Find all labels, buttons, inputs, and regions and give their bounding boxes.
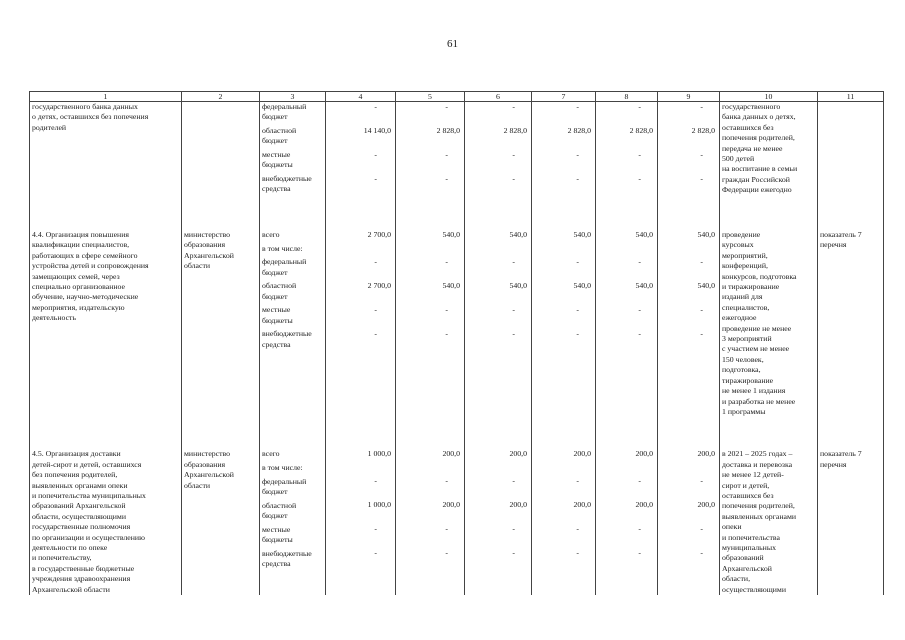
- funding-amount: 200,0: [573, 500, 591, 510]
- column-number: 11: [818, 92, 884, 102]
- target-indicator: показатель 7 перечня: [818, 230, 884, 417]
- funding-amount: 540,0: [697, 281, 715, 291]
- funding-amount: -: [374, 257, 377, 267]
- funding-amount-cell: [658, 230, 720, 417]
- spacer-cell: [532, 417, 596, 449]
- funding-amount: -: [700, 548, 703, 558]
- funding-amount: -: [638, 305, 641, 315]
- funding-amount: [660, 244, 715, 254]
- funding-amount: 200,0: [442, 449, 460, 459]
- funding-amount: -: [445, 548, 448, 558]
- column-number: 5: [396, 92, 465, 102]
- funding-source: местные бюджеты: [262, 305, 293, 325]
- funding-amount: 2 828,0: [567, 125, 591, 135]
- funding-amount: -: [638, 102, 641, 111]
- funding-amount: -: [700, 476, 703, 486]
- funding-amount: 1 000,0: [367, 500, 391, 510]
- funding-amount: -: [700, 329, 703, 339]
- funding-amount: [660, 463, 715, 473]
- funding-amount: -: [576, 102, 579, 111]
- funding-amount-cell: [596, 102, 658, 199]
- funding-amount: [598, 463, 653, 473]
- column-number: 4: [326, 92, 396, 102]
- funding-amount: 2 700,0: [367, 281, 391, 291]
- expected-result: проведение курсовых мероприятий, конференций, конкурсов, подготовка и тиражирование изданий для специалистов, ежегодное проведение не менее 3 мероприятий с участием не менее 150 человек, подготовка, тиражирование не менее 1 издания и разработка не менее 1 программы: [720, 230, 818, 417]
- funding-amount: -: [700, 102, 703, 111]
- funding-source-cell: [260, 102, 326, 199]
- funding-amount: 540,0: [442, 230, 460, 239]
- funding-amount: 2 828,0: [503, 125, 527, 135]
- funding-source: федеральный бюджет: [262, 102, 307, 122]
- spacer-cell: [658, 198, 720, 230]
- funding-amount: [328, 244, 391, 254]
- spacer-cell: [182, 417, 260, 449]
- spacer-cell: [326, 198, 396, 230]
- funding-amount: -: [638, 173, 641, 183]
- funding-amount-cell: [326, 102, 396, 199]
- table-row: [30, 102, 884, 199]
- funding-amount: -: [576, 548, 579, 558]
- funding-amount: 540,0: [635, 230, 653, 239]
- funding-amount: -: [512, 476, 515, 486]
- funding-amount: 200,0: [573, 449, 591, 459]
- funding-amount: -: [512, 305, 515, 315]
- funding-amount-cell: [326, 230, 396, 417]
- funding-amount: -: [700, 524, 703, 534]
- column-number: 2: [182, 92, 260, 102]
- column-number: 3: [260, 92, 326, 102]
- funding-amount: -: [445, 173, 448, 183]
- funding-source: федеральный бюджет: [262, 476, 307, 496]
- funding-amount-cell: [532, 102, 596, 199]
- funding-amount-cell: [465, 230, 532, 417]
- funding-amount: -: [512, 524, 515, 534]
- funding-amount: -: [576, 329, 579, 339]
- funding-source: областной бюджет: [262, 126, 297, 146]
- funding-amount: [598, 244, 653, 254]
- funding-amount: -: [374, 329, 377, 339]
- funding-amount: -: [512, 149, 515, 159]
- funding-amount: 200,0: [509, 449, 527, 459]
- column-number: 6: [465, 92, 532, 102]
- funding-amount: -: [512, 102, 515, 111]
- spacer-cell: [396, 198, 465, 230]
- funding-amount: [534, 463, 591, 473]
- column-number-header-row: [30, 92, 884, 102]
- funding-amount: -: [638, 149, 641, 159]
- column-number: 10: [720, 92, 818, 102]
- funding-amount: -: [445, 305, 448, 315]
- funding-amount: -: [374, 524, 377, 534]
- funding-amount: -: [512, 329, 515, 339]
- program-table: [29, 91, 884, 595]
- funding-amount: -: [700, 173, 703, 183]
- funding-amount: -: [374, 305, 377, 315]
- spacer-cell: [596, 198, 658, 230]
- funding-amount: -: [638, 524, 641, 534]
- funding-amount: 540,0: [509, 281, 527, 291]
- spacer-cell: [818, 198, 884, 230]
- row-spacer: [30, 198, 884, 230]
- funding-amount-cell: [596, 230, 658, 417]
- expected-result: в 2021 – 2025 годах – доставка и перевозка не менее 12 детей- сирот и детей, оставшихся без попечения родителей, выявленных органами опеки и попечительства муниципальных образований Архангельской области, осуществляющими: [720, 449, 818, 595]
- funding-amount: -: [576, 257, 579, 267]
- funding-amount-cell: [326, 449, 396, 595]
- spacer-cell: [30, 198, 182, 230]
- funding-amount: 200,0: [635, 449, 653, 459]
- funding-source: местные бюджеты: [262, 150, 293, 170]
- funding-amount: -: [638, 257, 641, 267]
- funding-amount: -: [374, 476, 377, 486]
- funding-amount: -: [374, 548, 377, 558]
- funding-source: в том числе:: [262, 462, 303, 472]
- funding-amount-cell: [658, 449, 720, 595]
- funding-amount: 200,0: [509, 500, 527, 510]
- funding-amount: 14 140,0: [363, 125, 391, 135]
- funding-amount: -: [374, 149, 377, 159]
- funding-amount: -: [576, 476, 579, 486]
- funding-amount: 2 700,0: [367, 230, 391, 239]
- page-number: 61: [447, 38, 458, 50]
- funding-amount-cell: [658, 102, 720, 199]
- activity-description: 4.4. Организация повышения квалификации специалистов, работающих в сфере семейного устройства детей и сопровождения замещающих семей, через специально организованное обучение, научно-методические мероприятия, издательскую деятельность: [30, 230, 182, 417]
- funding-amount-cell: [465, 102, 532, 199]
- funding-amount-cell: [596, 449, 658, 595]
- funding-amount: 540,0: [509, 230, 527, 239]
- funding-amount: [328, 463, 391, 473]
- funding-amount-cell: [465, 449, 532, 595]
- funding-amount: 1 000,0: [367, 449, 391, 459]
- column-number: 1: [30, 92, 182, 102]
- funding-amount: 540,0: [697, 230, 715, 239]
- spacer-cell: [182, 198, 260, 230]
- funding-amount: 200,0: [635, 500, 653, 510]
- target-indicator: показатель 7 перечня: [818, 449, 884, 595]
- funding-source: всего: [262, 230, 280, 239]
- spacer-cell: [658, 417, 720, 449]
- funding-amount: 540,0: [635, 281, 653, 291]
- funding-amount: [398, 244, 460, 254]
- funding-amount-cell: [396, 449, 465, 595]
- funding-source: в том числе:: [262, 243, 303, 253]
- funding-amount: -: [576, 173, 579, 183]
- funding-amount: -: [638, 548, 641, 558]
- spacer-cell: [326, 417, 396, 449]
- funding-amount: 200,0: [697, 449, 715, 459]
- funding-amount: -: [576, 305, 579, 315]
- funding-amount: -: [445, 476, 448, 486]
- funding-amount: -: [374, 173, 377, 183]
- funding-source: местные бюджеты: [262, 524, 293, 544]
- column-number: 9: [658, 92, 720, 102]
- funding-amount: 200,0: [697, 500, 715, 510]
- spacer-cell: [596, 417, 658, 449]
- activity-description: 4.5. Организация доставки детей-сирот и детей, оставшихся без попечения родителей, выявленных органами опеки и попечительства муниципальных образований Архангельской области, осуществляющими государственные полномочия по организации и осуществлению деятельности по опеке и попечительству, в государственные бюджетные учреждения здравоохранения Архангельской области: [30, 449, 182, 595]
- table-row: [30, 449, 884, 595]
- row-spacer: [30, 417, 884, 449]
- funding-source: всего: [262, 449, 280, 459]
- funding-amount: [467, 244, 527, 254]
- spacer-cell: [30, 417, 182, 449]
- funding-source: федеральный бюджет: [262, 257, 307, 277]
- spacer-cell: [396, 417, 465, 449]
- funding-amount: -: [576, 524, 579, 534]
- funding-amount: -: [512, 173, 515, 183]
- funding-amount-cell: [396, 230, 465, 417]
- funding-source: внебюджетные средства: [262, 174, 312, 194]
- spacer-cell: [260, 198, 326, 230]
- funding-amount: [467, 463, 527, 473]
- funding-amount: -: [445, 149, 448, 159]
- funding-amount: -: [445, 102, 448, 111]
- spacer-cell: [720, 198, 818, 230]
- funding-amount: 540,0: [573, 281, 591, 291]
- funding-amount: [534, 244, 591, 254]
- funding-amount: 2 828,0: [436, 125, 460, 135]
- funding-amount: -: [638, 476, 641, 486]
- funding-amount: -: [512, 548, 515, 558]
- funding-amount: [398, 463, 460, 473]
- funding-source-cell: [260, 230, 326, 417]
- funding-source: областной бюджет: [262, 281, 297, 301]
- funding-source: внебюджетные средства: [262, 329, 312, 349]
- spacer-cell: [532, 198, 596, 230]
- target-indicator: [818, 102, 884, 199]
- responsible-executor: министерство образования Архангельской области: [182, 230, 260, 417]
- funding-amount-cell: [532, 449, 596, 595]
- funding-amount: -: [576, 149, 579, 159]
- funding-source: областной бюджет: [262, 500, 297, 520]
- column-number: 8: [596, 92, 658, 102]
- spacer-cell: [465, 198, 532, 230]
- funding-amount: -: [700, 149, 703, 159]
- funding-amount: -: [700, 305, 703, 315]
- funding-amount: 200,0: [442, 500, 460, 510]
- spacer-cell: [465, 417, 532, 449]
- responsible-executor: [182, 102, 260, 199]
- funding-amount: -: [512, 257, 515, 267]
- funding-amount: 2 828,0: [691, 125, 715, 135]
- funding-amount: -: [445, 257, 448, 267]
- funding-amount-cell: [532, 230, 596, 417]
- funding-amount: 540,0: [573, 230, 591, 239]
- funding-amount-cell: [396, 102, 465, 199]
- spacer-cell: [260, 417, 326, 449]
- spacer-cell: [720, 417, 818, 449]
- column-number: 7: [532, 92, 596, 102]
- funding-source-cell: [260, 449, 326, 595]
- spacer-cell: [818, 417, 884, 449]
- funding-amount: 2 828,0: [629, 125, 653, 135]
- expected-result: государственного банка данных о детях, оставшихся без попечения родителей, передача не менее 500 детей на воспитание в семьи граждан Российской Федерации ежегодно: [720, 102, 818, 199]
- responsible-executor: министерство образования Архангельской области: [182, 449, 260, 595]
- activity-description: государственного банка данных о детях, оставшихся без попечения родителей: [30, 102, 182, 199]
- funding-amount: -: [445, 329, 448, 339]
- funding-source: внебюджетные средства: [262, 548, 312, 568]
- funding-amount: 540,0: [442, 281, 460, 291]
- funding-amount: -: [700, 257, 703, 267]
- funding-amount: -: [638, 329, 641, 339]
- funding-amount: -: [374, 102, 377, 111]
- table-row: [30, 230, 884, 417]
- funding-amount: -: [445, 524, 448, 534]
